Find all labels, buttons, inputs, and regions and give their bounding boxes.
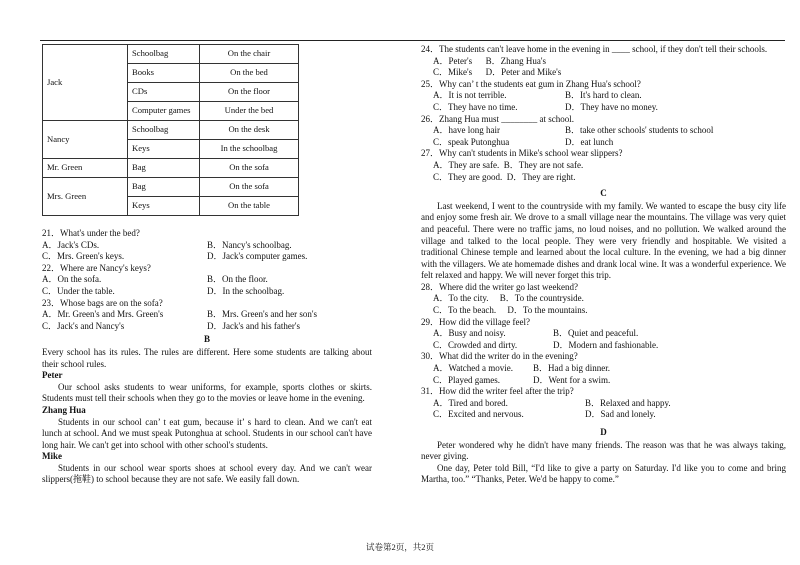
question-21 xyxy=(42,228,372,263)
option-a: A．Tired and bored. xyxy=(433,397,508,408)
option-d: D．Modern and fashionable. xyxy=(553,339,659,350)
speaker-mike: Mike xyxy=(42,451,62,462)
option-d: D．In the schoolbag. xyxy=(207,285,285,296)
question-23 xyxy=(42,298,372,333)
option-b: B．Zhang Hua's xyxy=(485,55,546,66)
table-item-cell: Schoolbag xyxy=(128,121,200,140)
option-c: C．Played games. xyxy=(433,374,500,385)
question-text: 28．Where did the writer go last weekend? xyxy=(421,281,578,292)
section-d-paragraph-2: One day, Peter told Bill, “I'd like to give a party on Saturday. I'd like you to come and bring Martha, too.” “Thanks, Peter. We'd be happy to come.” xyxy=(421,462,786,485)
peter-text: Our school asks students to wear uniforms, for example, sports clothes or skirts. Students must tell their schools when they go to the movies or leave home in the evening. xyxy=(42,381,372,404)
option-d: D．They have no money. xyxy=(565,101,658,112)
mike-text: Students in our school wear sports shoes at school every day. And we can't wear slippers(拖鞋) to school because they are not safe. We easily fall down. xyxy=(42,462,372,485)
question-text: 27．Why can't students in Mike's school wear slippers? xyxy=(421,148,623,159)
option-d: D．To the mountains. xyxy=(507,305,588,316)
table-person-cell: Mrs. Green xyxy=(43,178,128,216)
question-22 xyxy=(42,263,372,298)
question-25 xyxy=(421,79,786,114)
table-item-cell: Books xyxy=(128,64,200,83)
table-place-cell: On the floor xyxy=(200,83,299,102)
section-b-heading: B xyxy=(203,334,210,345)
table-person-cell: Nancy xyxy=(43,121,128,159)
option-a: A．On the sofa. xyxy=(42,274,102,285)
option-b: B．take other schools' students to school xyxy=(565,125,714,136)
table-place-cell: On the desk xyxy=(200,121,299,140)
option-c: C．Jack's and Nancy's xyxy=(42,320,125,331)
option-b: B．Nancy's schoolbag. xyxy=(207,239,292,250)
question-text: 21．What's under the bed? xyxy=(42,228,140,238)
items-table xyxy=(42,44,299,216)
question-24 xyxy=(421,44,786,79)
option-c: C．Mike's xyxy=(433,67,473,78)
table-item-cell: Bag xyxy=(128,159,200,178)
option-a: A．Peter's xyxy=(433,55,473,66)
table-place-cell: In the schoolbag xyxy=(200,140,299,159)
option-a: A．have long hair xyxy=(433,125,500,136)
option-a: A．Busy and noisy. xyxy=(433,328,506,339)
option-d: D．They are right. xyxy=(506,171,576,182)
option-b: B．They are not safe. xyxy=(503,159,584,170)
option-d: D．Peter and Mike's xyxy=(485,67,562,78)
table-place-cell: On the bed xyxy=(200,64,299,83)
question-26 xyxy=(421,114,786,149)
table-place-cell: On the sofa xyxy=(200,178,299,197)
option-d: D．eat lunch xyxy=(565,136,614,147)
option-d: D．Sad and lonely. xyxy=(585,409,656,420)
option-b: B．On the floor. xyxy=(207,274,268,285)
section-d-paragraph-1: Peter wondered why he didn't have many friends. The reason was that he was always taking, never giving. xyxy=(421,439,786,462)
question-text: 30．What did the writer do in the evening? xyxy=(421,351,578,362)
option-c: C．Mrs. Green's keys. xyxy=(42,251,125,262)
option-a: A．Jack's CDs. xyxy=(42,239,100,250)
option-b: B．Mrs. Green's and her son's xyxy=(207,309,317,320)
table-item-cell: Keys xyxy=(128,197,200,216)
section-b-intro: Every school has its rules. The rules are different. Here some students are talking about their school rules. xyxy=(42,346,372,369)
question-28 xyxy=(421,282,786,317)
option-c: C．They have no time. xyxy=(433,101,518,112)
option-a: A．Watched a movie. xyxy=(433,363,513,374)
table-place-cell: On the chair xyxy=(200,45,299,64)
option-c: C．Under the table. xyxy=(42,285,115,296)
option-d: D．Jack's and his father's xyxy=(207,320,300,331)
table-item-cell: CDs xyxy=(128,83,200,102)
question-text: 26．Zhang Hua must ________ at school. xyxy=(421,113,574,124)
option-c: C．To the beach. xyxy=(433,305,497,316)
table-place-cell: On the sofa xyxy=(200,159,299,178)
option-b: B．To the countryside. xyxy=(499,293,584,304)
table-place-cell: On the table xyxy=(200,197,299,216)
option-b: B．It's hard to clean. xyxy=(565,90,642,101)
question-27 xyxy=(421,148,786,183)
table-item-cell: Schoolbag xyxy=(128,45,200,64)
section-c-passage: Last weekend, I went to the countryside with my family. We wanted to escape the busy city life and enjoy some fresh air. We drove to a small village near the mountains. The village was very quiet and peaceful. There were no traffic jams, no loud noises, and no pollution. We walked around the village and talked to the local people. They were very friendly and hospitable. We visited a traditional Chinese temple and learned about the local culture. In the evening, we had a big dinner with the villagers. We ate homemade dishes and drank local wine. It was a wonderful experience. We felt relaxed and happy. We will never forget this trip. xyxy=(421,200,786,281)
speaker-zhang-hua: Zhang Hua xyxy=(42,404,86,415)
question-text: 29．How did the village feel? xyxy=(421,316,530,327)
option-d: D．Went for a swim. xyxy=(533,374,611,385)
table-person-cell: Mr. Green xyxy=(43,159,128,178)
option-a: A．To the city. xyxy=(433,293,489,304)
question-30 xyxy=(421,351,786,386)
option-b: B．Relaxed and happy. xyxy=(585,397,671,408)
option-c: C．They are good. xyxy=(433,171,503,182)
option-a: A．They are safe. xyxy=(433,159,500,170)
top-rule xyxy=(40,40,785,41)
section-c-heading: C xyxy=(600,188,607,199)
section-d-heading: D xyxy=(600,427,607,437)
question-text: 23．Whose bags are on the sofa? xyxy=(42,297,163,308)
option-c: C．speak Putonghua xyxy=(433,136,510,147)
option-b: B．Had a big dinner. xyxy=(533,363,610,374)
table-item-cell: Keys xyxy=(128,140,200,159)
option-d: D．Jack's computer games. xyxy=(207,251,308,262)
option-a: A．Mr. Green's and Mrs. Green's xyxy=(42,309,164,320)
question-29 xyxy=(421,317,786,352)
option-a: A．It is not terrible. xyxy=(433,90,507,101)
option-c: C．Crowded and dirty. xyxy=(433,339,518,350)
page-footer: 试卷第2页，共2页 xyxy=(365,542,434,552)
option-c: C．Excited and nervous. xyxy=(433,409,524,420)
question-text: 24．The students can't leave home in the evening in ____ school, if they don't tell their schools. xyxy=(421,44,768,54)
table-place-cell: Under the bed xyxy=(200,102,299,121)
table-item-cell: Bag xyxy=(128,178,200,197)
left-column xyxy=(42,44,372,486)
question-text: 22．Where are Nancy's keys? xyxy=(42,262,151,273)
question-text: 25．Why can’ t the students eat gum in Zhang Hua's school? xyxy=(421,78,641,89)
zhang-hua-text: Students in our school can’ t eat gum, because it’ s hard to clean. And we can't eat lunch at school. And we must speak Putonghua at school. Students in our school can't have long hair. We can't get into school with other school's students. xyxy=(42,416,372,450)
question-text: 31．How did the writer feel after the trip? xyxy=(421,386,574,397)
table-person-cell: Jack xyxy=(43,45,128,121)
table-item-cell: Computer games xyxy=(128,102,200,121)
right-column xyxy=(421,44,786,486)
question-31 xyxy=(421,386,786,421)
speaker-peter: Peter xyxy=(42,370,63,381)
option-b: B．Quiet and peaceful. xyxy=(553,328,639,339)
